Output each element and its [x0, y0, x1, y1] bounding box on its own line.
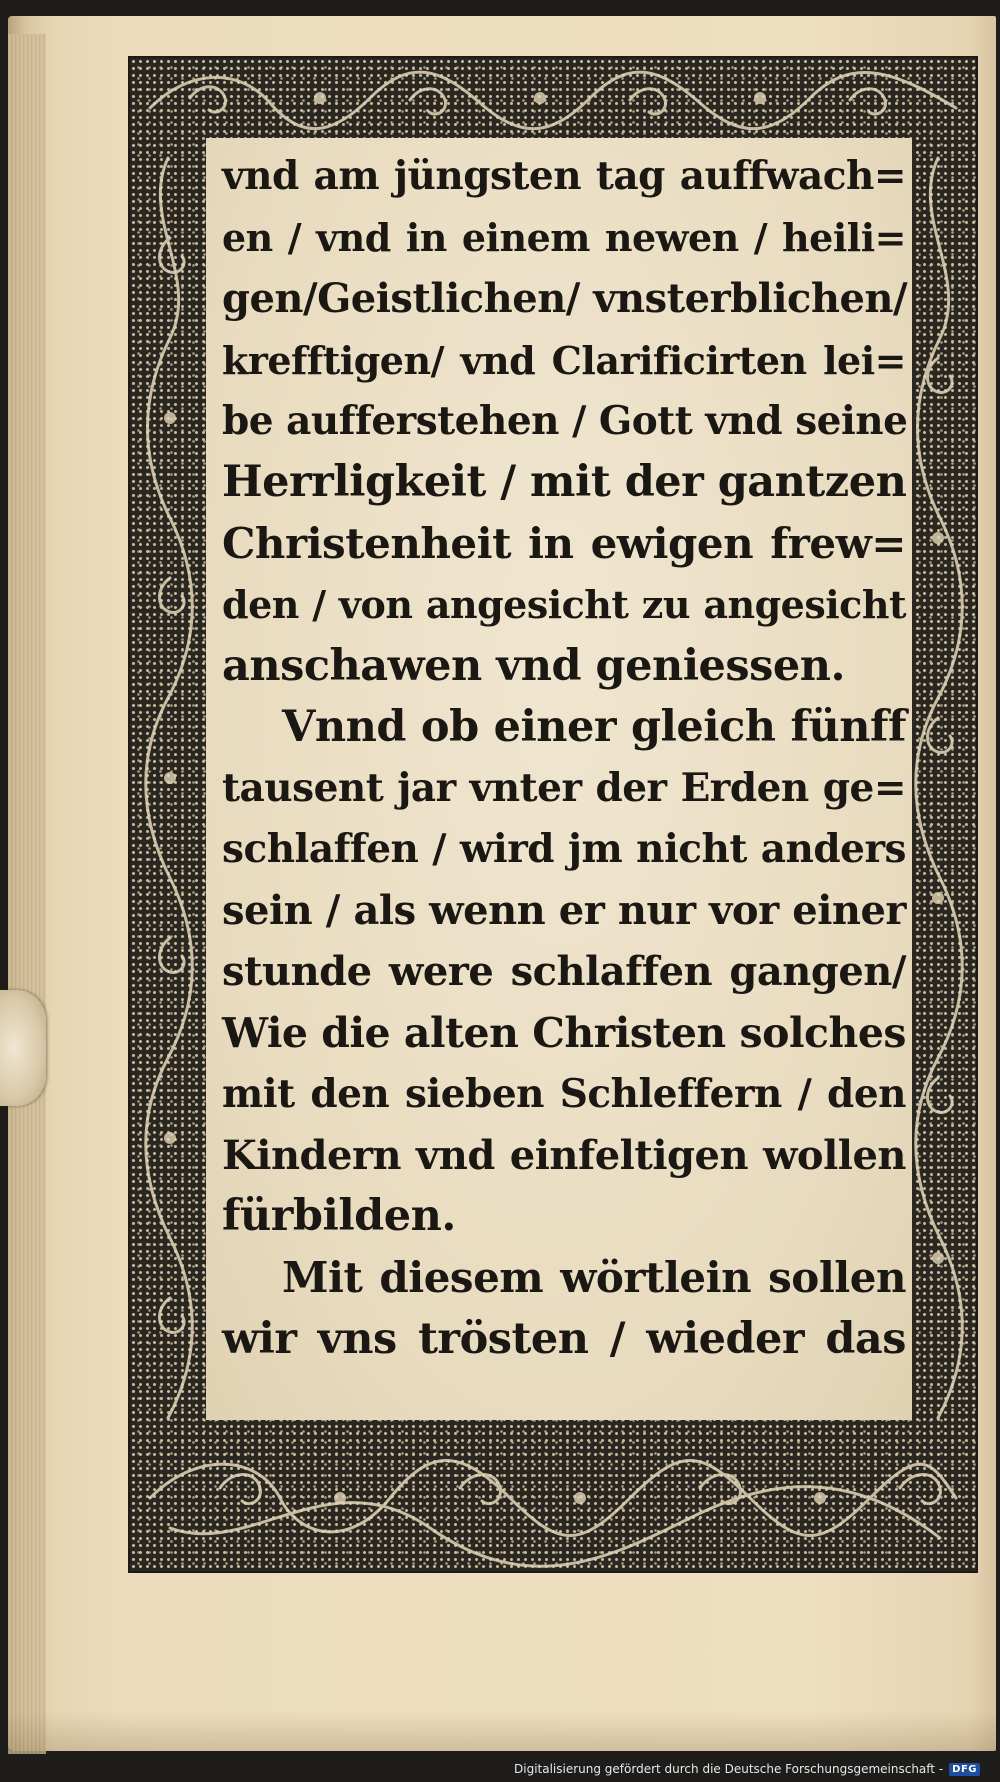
text-line: stunde were schlaffen gangen/ — [222, 948, 906, 996]
text-line: mit den sieben Schleffern / den — [222, 1070, 906, 1117]
text-line: gen/Geistlichen/ vnsterblichen/ — [222, 275, 908, 323]
page-edges — [8, 34, 46, 1754]
text-line: Christenheit in ewigen frew= — [222, 519, 906, 569]
text-line: Kindern vnd einfeltigen wollen — [222, 1132, 906, 1179]
page-shadow — [8, 1711, 996, 1751]
text-line: Vnnd ob einer gleich fünff — [282, 701, 906, 752]
text-line: vnd am jüngsten tag auffwach= — [222, 153, 906, 199]
text-line: den / von angesicht zu angesicht — [222, 582, 906, 628]
text-line: krefftigen/ vnd Clarificirten lei= — [222, 337, 906, 383]
text-line: anschawen vnd geniessen. — [222, 640, 845, 691]
book-clasp — [0, 990, 46, 1106]
text-line: schlaffen / wird jm nicht anders — [222, 826, 906, 873]
text-line: Mit diesem wörtlein sollen — [282, 1253, 906, 1303]
text-line: Herrligkeit / mit der gantzen — [222, 456, 907, 507]
text-line: fürbilden. — [222, 1191, 456, 1242]
digitization-credit — [514, 1762, 980, 1776]
text-line: wir vns trösten / wieder das — [222, 1313, 906, 1364]
text-line: en / vnd in einem newen / heili= — [222, 215, 906, 261]
text-line: be aufferstehen / Gott vnd seine — [222, 397, 908, 444]
page-body-text — [222, 146, 906, 1370]
text-line: tausent jar vnter der Erden ge= — [222, 764, 906, 811]
dfg-logo-icon: DFG — [949, 1763, 980, 1776]
text-line: sein / als wenn er nur vor einer — [222, 887, 906, 935]
text-line: Wie die alten Christen solches — [222, 1008, 906, 1057]
credit-text: Digitalisierung gefördert durch die Deutsche Forschungsgemeinschaft - — [514, 1762, 944, 1776]
